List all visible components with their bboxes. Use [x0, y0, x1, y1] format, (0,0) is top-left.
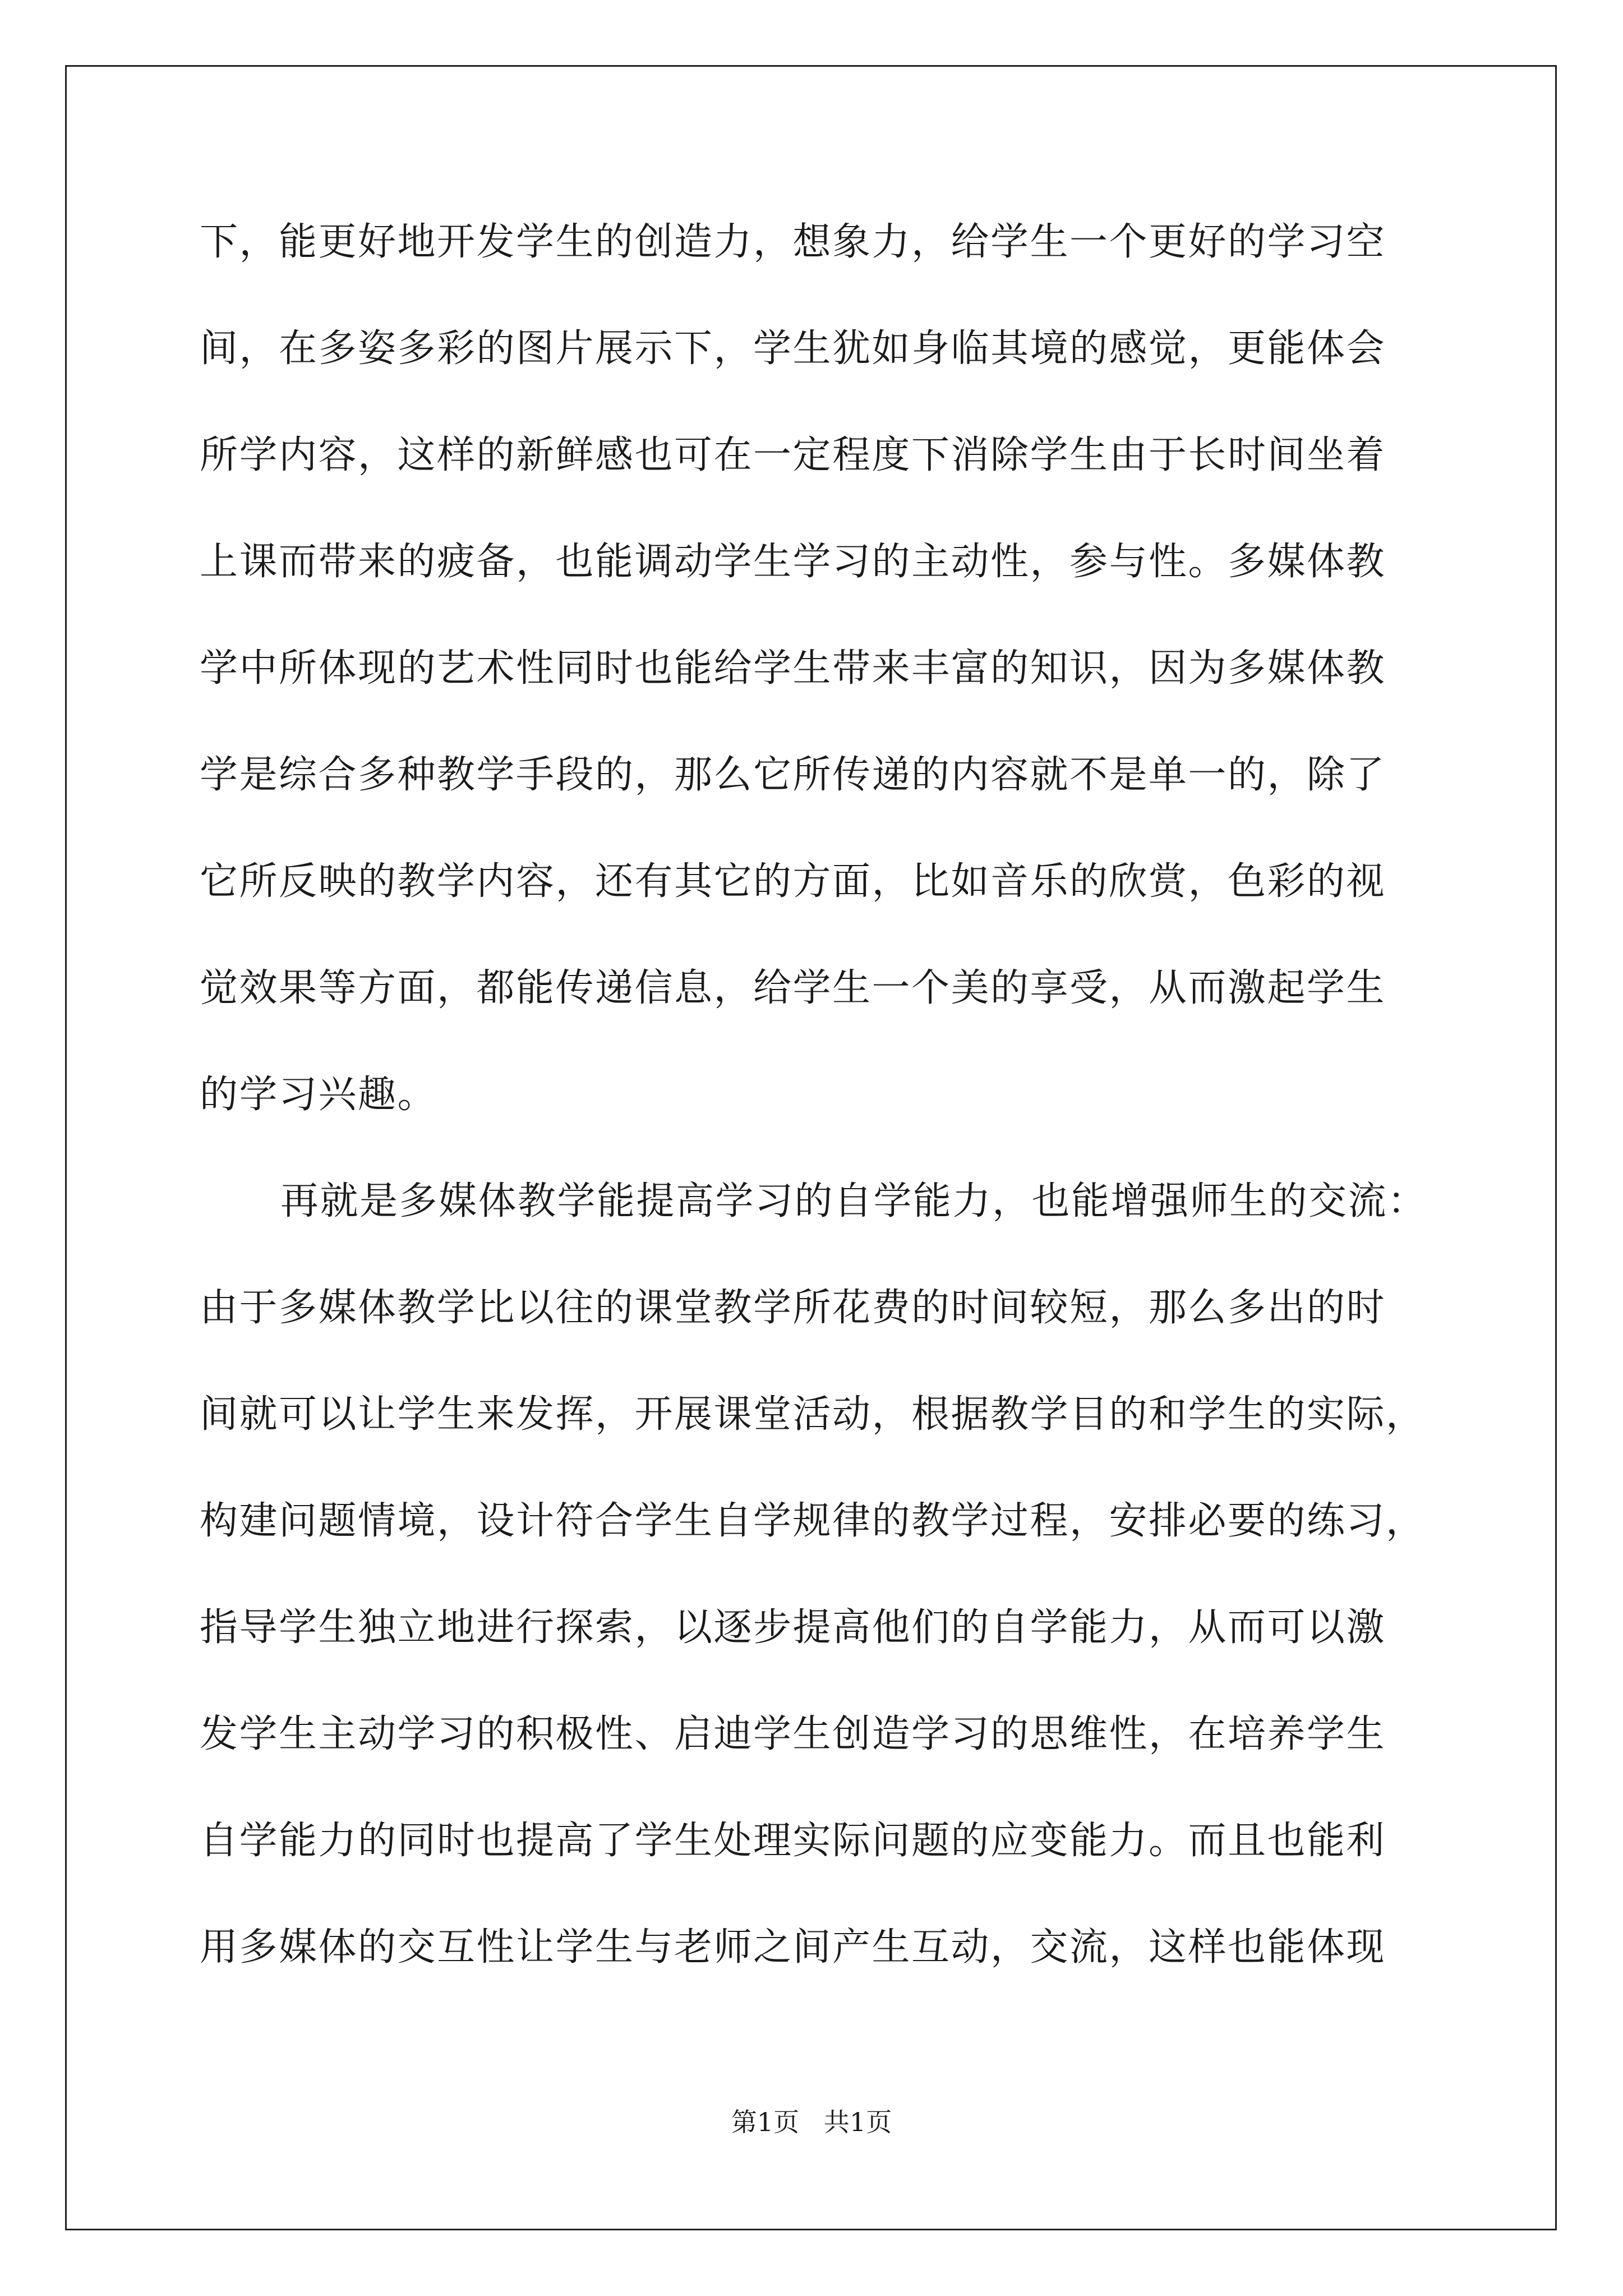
text-line: 自学能力的同时也提高了学生处理实际问题的应变能力。而且也能利 [200, 1819, 1386, 1863]
text-line: 构建问题情境，设计符合学生自学规律的教学过程，安排必要的练习， [200, 1499, 1426, 1543]
text-line: 用多媒体的交互性让学生与老师之间产生互动，交流，这样也能体现 [200, 1925, 1386, 1970]
text-line: 下，能更好地开发学生的创造力，想象力，给学生一个更好的学习空 [200, 220, 1386, 264]
body-text [200, 214, 1433, 2026]
text-line: 学是综合多种教学手段的，那么它所传递的内容就不是单一的，除了 [200, 753, 1386, 797]
text-line: 间就可以让学生来发挥，开展课堂活动，根据教学目的和学生的实际， [200, 1392, 1426, 1437]
text-line: 它所反映的教学内容，还有其它的方面，比如音乐的欣赏，色彩的视 [200, 859, 1386, 904]
text-line: 指导学生独立地进行探索，以逐步提高他们的自学能力，从而可以激 [200, 1605, 1386, 1650]
page-number-footer: 第1页 共1页 [731, 2107, 892, 2137]
text-line: 发学生主动学习的积极性、启迪学生创造学习的思维性，在培养学生 [200, 1712, 1386, 1756]
text-line: 间，在多姿多彩的图片展示下，学生犹如身临其境的感觉，更能体会 [200, 326, 1386, 371]
text-line: 上课而带来的疲备，也能调动学生学习的主动性，参与性。多媒体教 [200, 540, 1386, 584]
text-line: 学中所体现的艺术性同时也能给学生带来丰富的知识，因为多媒体教 [200, 646, 1386, 691]
text-line: 的学习兴趣。 [200, 1073, 437, 1117]
text-line: 由于多媒体教学比以往的课堂教学所花费的时间较短，那么多出的时 [200, 1286, 1386, 1330]
text-line: 觉效果等方面，都能传递信息，给学生一个美的享受，从而激起学生 [200, 966, 1386, 1010]
paragraph-first-line: 再就是多媒体教学能提高学习的自学能力，也能增强师生的交流： [280, 1179, 1427, 1223]
text-line: 所学内容，这样的新鲜感也可在一定程度下消除学生由于长时间坐着 [200, 433, 1386, 477]
